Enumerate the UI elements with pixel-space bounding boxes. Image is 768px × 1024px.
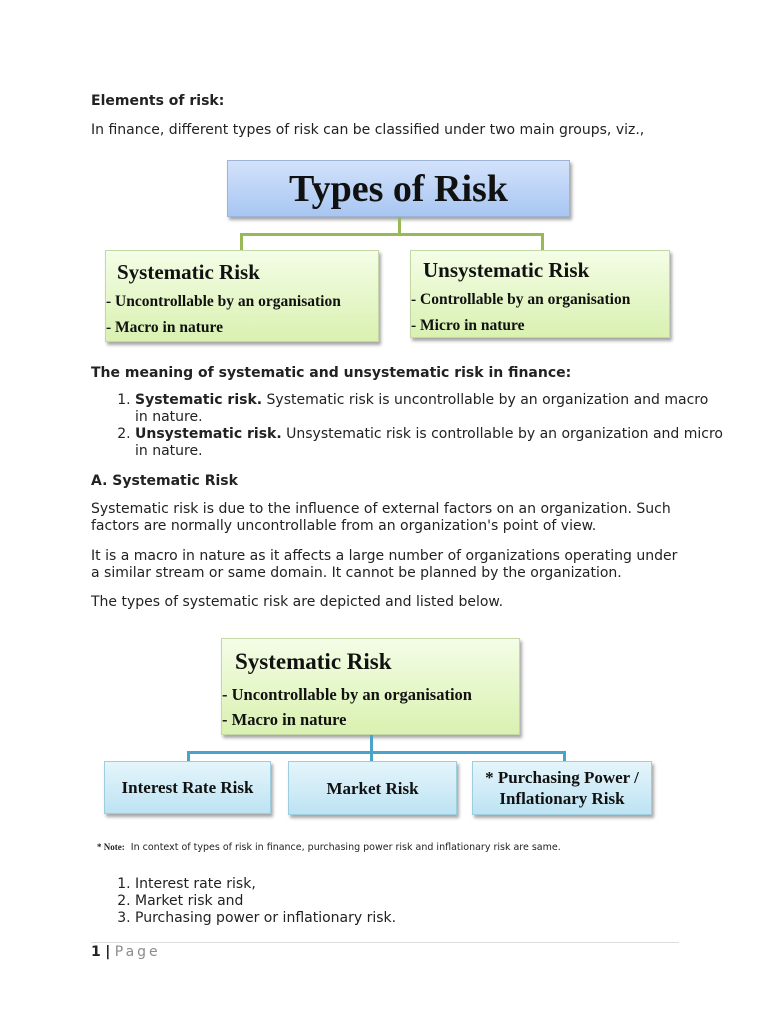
list-item (135, 426, 725, 460)
connector-line (240, 233, 243, 250)
note-label: * Note: (97, 842, 125, 852)
systematic-risk-title: Systematic Risk (117, 260, 260, 284)
unsystematic-risk-line2: - Micro in nature (411, 317, 525, 334)
systematic-risk-top-title: Systematic Risk (235, 649, 392, 674)
note-text: In context of types of risk in finance, purchasing power risk and inflationary risk are same. (130, 842, 561, 853)
definition-unsystematic: Unsystematic risk is controllable by an organization and micro in nature. (135, 426, 723, 459)
meaning-list (91, 392, 725, 460)
types-of-risk-box (227, 160, 570, 217)
connector-line (541, 233, 544, 250)
types-list (91, 876, 725, 927)
list-item (135, 392, 725, 426)
unsystematic-risk-line1: - Controllable by an organisation (411, 291, 631, 308)
paragraph-2: It is a macro in nature as it affects a large number of organizations operating under a similar stream or same domain. It cannot be planned by the organization. (91, 548, 678, 581)
meaning-heading: The meaning of systematic and unsystematic risk in finance: (91, 365, 572, 381)
heading-elements-of-risk: Elements of risk: (91, 93, 225, 109)
section-a-heading: A. Systematic Risk (91, 473, 238, 489)
systematic-risk-top-line2: - Macro in nature (222, 710, 347, 729)
paragraph-1: Systematic risk is due to the influence of external factors on an organization. Such factors are normally uncontrollable from an organization's point of view. (91, 501, 671, 534)
intro-paragraph: In finance, different types of risk can be classified under two main groups, viz., (91, 122, 645, 138)
list-item: 2. Market risk and (135, 893, 725, 910)
systematic-risk-line1: - Uncontrollable by an organisation (106, 293, 341, 310)
term-systematic: Systematic risk. (135, 392, 263, 408)
page-label: Page (114, 944, 161, 960)
unsystematic-risk-title: Unsystematic Risk (423, 258, 590, 282)
note (97, 841, 561, 854)
systematic-risk-top-box (221, 638, 520, 735)
systematic-risk-top-line1: - Uncontrollable by an organisation (222, 685, 472, 704)
footer-separator: | (105, 944, 111, 960)
footer-divider (91, 942, 679, 943)
interest-rate-risk-box (104, 761, 271, 814)
footer (91, 944, 161, 961)
systematic-risk-line2: - Macro in nature (106, 319, 223, 336)
purchasing-power-risk-box (472, 761, 652, 815)
term-unsystematic: Unsystematic risk. (135, 426, 282, 442)
systematic-risk-box (105, 250, 379, 342)
connector-line (240, 233, 544, 236)
connector-line (187, 751, 566, 754)
purchasing-power-risk-label: * Purchasing Power / Inflationary Risk (485, 768, 639, 808)
market-risk-label: Market Risk (326, 779, 419, 798)
page-number: 1 (91, 944, 101, 960)
unsystematic-risk-box (410, 250, 670, 338)
definition-systematic: Systematic risk is uncontrollable by an organization and macro in nature. (135, 392, 709, 425)
list-item: 3. Purchasing power or inflationary risk. (135, 910, 725, 927)
list-item: 1. Interest rate risk, (135, 876, 725, 893)
interest-rate-risk-label: Interest Rate Risk (121, 778, 254, 797)
market-risk-box (288, 761, 457, 815)
types-of-risk-title: Types of Risk (289, 168, 508, 210)
paragraph-3: The types of systematic risk are depicted and listed below. (91, 594, 504, 610)
